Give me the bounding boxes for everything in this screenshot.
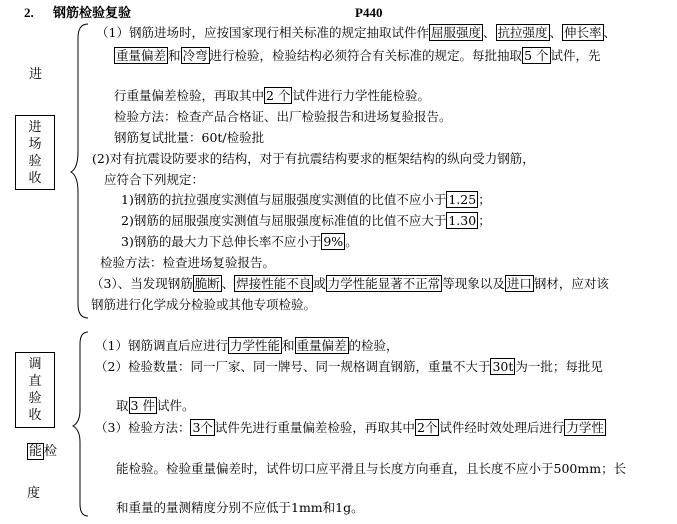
keyword-weight-deviation: 重量偏差	[116, 48, 167, 63]
value-elongation: 9%	[323, 234, 344, 249]
straighten-item-3-line-2: 能检验。检验重量偏差时，试件切口应平滑且与长度方向垂直，且长度不应小于500mm；长	[116, 461, 627, 476]
item-3-line-2: 钢筋进行化学成分检验或其他专项检验。	[91, 297, 317, 312]
keyword-cold-bend: 冷弯	[182, 48, 208, 63]
box-char: 验	[28, 154, 42, 169]
box-char: 调	[28, 357, 42, 372]
keyword-weight-deviation-2: 重量偏差	[296, 338, 347, 353]
keyword-two-samples: 2 个	[266, 88, 291, 103]
item-1-batch: 钢筋复试批量：60t/检验批	[114, 130, 265, 145]
straighten-item-3-line-3: 和重量的量测精度分别不应低于1mm和1g。	[116, 500, 364, 515]
item-1-method: 检验方法：检查产品合格证、出厂检验报告和进场复验报告。	[114, 109, 452, 124]
straightening-inspection-box	[15, 352, 55, 428]
keyword-3-samples: 3个	[192, 420, 213, 435]
item-2-line-1: (2)对有抗震设防要求的结构，对于有抗震结构要求的框架结构的纵向受力钢筋，	[92, 151, 535, 166]
straighten-item-1: （1）钢筋调直后应进行 力学性能 和 重量偏差 的检验，	[95, 338, 399, 353]
keyword-poor-weldability: 焊接性能不良	[236, 276, 312, 291]
keyword-3-pieces: 3 件	[130, 398, 155, 413]
side-char: 进	[29, 67, 43, 82]
box-char: 收	[28, 408, 42, 423]
keyword-yield-strength: 屈服强度	[430, 25, 481, 40]
item-2-method: 检验方法：检查进场复验报告。	[100, 255, 276, 270]
keyword-mechanical: 力学性	[566, 420, 604, 435]
box-char: 验	[28, 391, 42, 406]
rule-1: 1)钢筋的抗拉强度实测值与屈服强度实测值的比值不应小于 1.25 ；	[121, 192, 491, 207]
box-char: 直	[28, 374, 42, 389]
rule-2: 2)钢筋的屈服强度实测值与屈服强度标准值的比值不应大于 1.30 ；	[121, 213, 491, 228]
side-bottom-1: 能 检	[29, 444, 58, 459]
straighten-item-2-line-2: 取 3 件 试件。	[116, 398, 195, 413]
section1-brace	[70, 22, 90, 322]
box-char: 收	[28, 171, 42, 186]
keyword-30t: 30t	[492, 359, 514, 374]
box-char: 场	[28, 137, 42, 152]
section2-brace	[72, 330, 90, 520]
value-ratio-2: 1.30	[448, 213, 477, 228]
item-1-line-2: 重量偏差 和 冷弯 进行检验，检验结构必须符合有关标准的规定。每批抽取 5 个 试件，先	[116, 48, 601, 63]
keyword-elongation: 伸长率	[564, 25, 602, 40]
rule-3: 3)钢筋的最大力下总伸长率不应小于 9% 。	[121, 234, 358, 249]
page-code: P440	[355, 5, 383, 20]
straighten-item-2: （2）检验数量：同一厂家、同一牌号、同一规格调直钢筋，重量不大于 30t 为一批；每批见	[95, 359, 603, 374]
side-bottom-2: 度	[27, 486, 41, 501]
box-char: 进	[28, 120, 42, 135]
value-ratio-1: 1.25	[448, 192, 477, 207]
item-2-line-2: 应符合下列规定：	[104, 172, 205, 187]
straighten-item-3: （3）检验方法： 3个 试件先进行重量偏差检验，再取其中 2个 试件经时效处理后进行 力学性	[95, 420, 604, 435]
keyword-brittle: 脆断	[194, 276, 220, 291]
section-title: 钢筋检验复验	[53, 5, 132, 20]
keyword-sample-count: 5 个	[524, 48, 549, 63]
item-1-line-1: （1）钢筋进场时，应按国家现行相关标准的规定抽取试件作 屈服强度 、 抗拉强度 、 伸长率 、	[96, 25, 617, 40]
keyword-tensile-strength: 抗拉强度	[497, 25, 548, 40]
keyword-neng: 能	[29, 444, 43, 459]
incoming-inspection-box	[15, 115, 55, 190]
keyword-mechanical-props: 力学性能	[229, 338, 280, 353]
item-3-line-1: （3）、当发现钢筋 脆断 、 焊接性能不良 或 力学性能显著不正常 等现象以及 进口 钢材，应对该	[91, 276, 609, 291]
keyword-imported: 进口	[506, 276, 532, 291]
keyword-2-samples: 2个	[416, 420, 438, 435]
item-1-line-3: 行重量偏差检验，再取其中 2 个 试件进行力学性能检验。	[114, 88, 430, 103]
section-number: 2.	[24, 5, 34, 20]
keyword-abnormal-mechanics: 力学性能显著不正常	[327, 276, 441, 291]
